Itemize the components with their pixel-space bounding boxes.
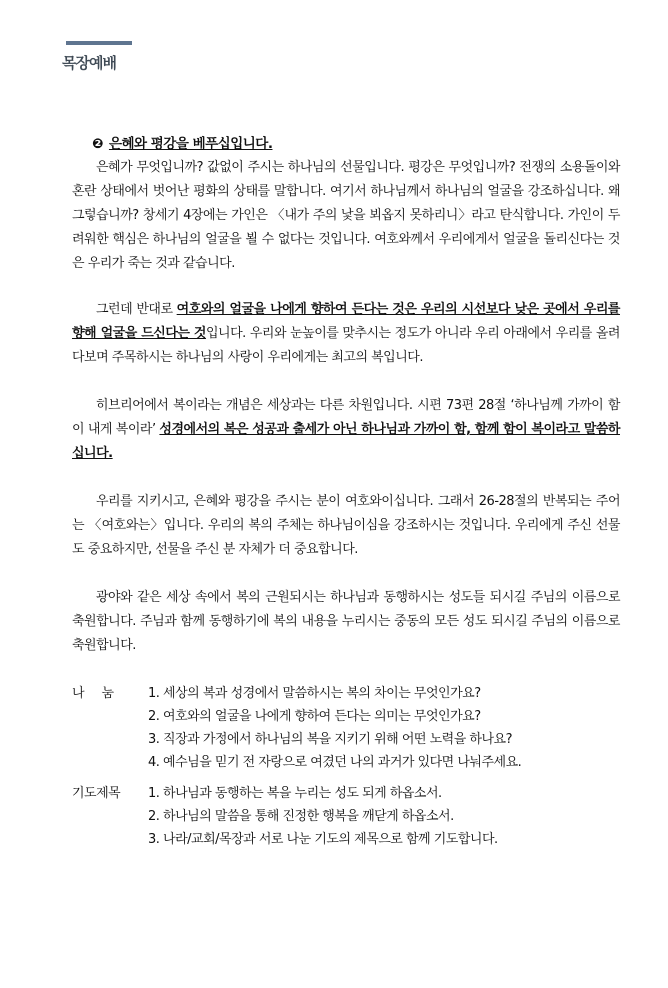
sharing-label: 나눔: [72, 686, 132, 701]
paragraph-lord: 우리를 지키시고, 은혜와 평강을 주시는 분이 여호와이십니다. 그래서 26-28절의 반복되는 주어는 〈여호와는〉입니다. 우리의 복의 주체는 하나님이심을 강조하시는 것입니다. 우리에게 주신 선물도 중요하지만, 선물을 주신 분 자체가 더 중요합니다.: [72, 494, 620, 557]
paragraph-wilderness: 광야와 같은 세상 속에서 복의 근원되시는 하나님과 동행하시는 성도들 되시길 주님의 이름으로 축원합니다. 주님과 함께 동행하기에 복의 내용을 누리시는 중동의 모든 성도 되시길 주님의 이름으로 축원합니다.: [72, 590, 620, 653]
paragraph-grace: 은혜가 무엇입니까? 값없이 주시는 하나님의 선물입니다. 평강은 무엇입니까? 전쟁의 소용돌이와 혼란 상태에서 벗어난 평화의 상태를 말합니다. 여기서 하나님께서 하나님의 얼굴을 강조하십니다. 왜 그렇습니까? 창세기 4장에는 가인은 〈내가 주의 낯을 뵈옵지 못하리니〉라고 탄식합니다. 가인이 두려워한 핵심은 하나님의 얼굴을 뵐 수 없다는 것입니다. 여호와께서 우리에게서 얼굴을 돌리신다는 것은 우리가 죽는 것과 같습니다.: [72, 160, 620, 271]
prayer-item: 3. 나라/교회/목장과 서로 나눈 기도의 제목으로 함께 기도합니다.: [148, 832, 498, 847]
paragraph-blessing-intro: 히브리어에서 복이라는 개념은 세상과는 다른 차원입니다. 시편 73편 28절 ‘하나님께 가까이 함이 내게 복이라’: [72, 398, 620, 437]
section-title: [92, 134, 620, 154]
sharing-item: 2. 여호와의 얼굴을 나에게 향하여 든다는 의미는 무엇인가요?: [148, 709, 481, 724]
paragraph-blessing: [72, 394, 620, 466]
section-title-text: 은혜와 평강을 베푸십입니다.: [108, 136, 273, 152]
paragraph-face-intro: 그런데 반대로: [96, 302, 177, 317]
document-body: [72, 134, 620, 859]
prayer-label: 기도제목: [72, 786, 121, 801]
paragraph-face-highlight: 여호와의 얼굴을 나에게 향하여 든다는 것은 우리의 시선보다 낮은 곳에서 우리를 향해 얼굴을 드신다는 것: [72, 302, 620, 341]
section-number: ❷: [92, 136, 103, 152]
page-header-title: 목장예배: [62, 54, 116, 72]
prayer-item: 1. 하나님과 동행하는 복을 누리는 성도 되게 하옵소서.: [148, 786, 442, 801]
sharing-item: 4. 예수님을 믿기 전 자랑으로 여겼던 나의 과거가 있다면 나눠주세요.: [148, 755, 522, 770]
sharing-list: [148, 682, 620, 774]
prayer-section: [72, 782, 620, 851]
header-bar: [66, 41, 132, 45]
prayer-item: 2. 하나님의 말씀을 통해 진정한 행복을 깨닫게 하옵소서.: [148, 809, 454, 824]
sharing-section: [72, 682, 620, 774]
sharing-item: 1. 세상의 복과 성경에서 말씀하시는 복의 차이는 무엇인가요?: [148, 686, 481, 701]
paragraph-face-rest: 입니다. 우리와 눈높이를 맞추시는 정도가 아니라 우리 아래에서 우리를 올려다보며 주목하시는 하나님의 사랑이 우리에게는 최고의 복입니다.: [72, 326, 620, 365]
paragraph-face: [72, 298, 620, 370]
paragraph-blessing-highlight: 성경에서의 복은 성공과 출세가 아닌 하나님과 가까이 함, 함께 함이 복이라고 말씀하십니다.: [72, 422, 620, 461]
prayer-list: [148, 782, 620, 851]
sharing-item: 3. 직장과 가정에서 하나님의 복을 지키기 위해 어떤 노력을 하나요?: [148, 732, 513, 747]
